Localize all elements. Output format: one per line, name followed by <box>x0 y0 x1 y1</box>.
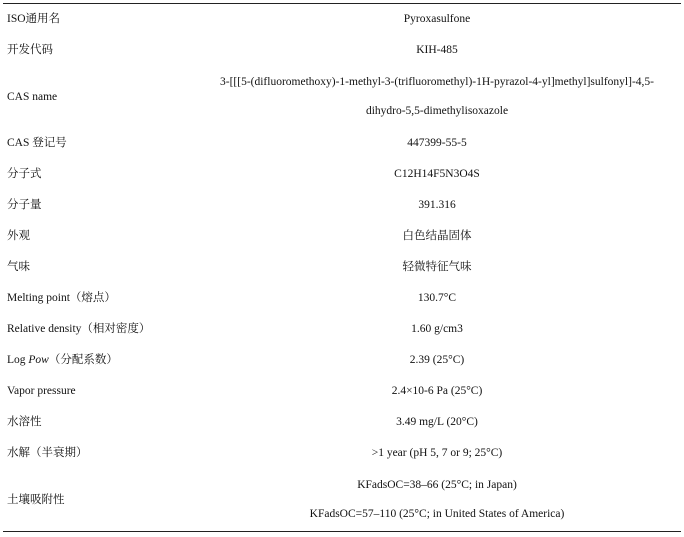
row-label: Melting point（熔点） <box>7 292 116 304</box>
row-value: 1.60 g/cm3 <box>411 323 463 335</box>
table-row-density <box>3 314 681 345</box>
row-label: Vapor pressure <box>7 385 76 397</box>
row-value: 447399-55-5 <box>407 137 467 149</box>
row-value: C12H14F5N3O4S <box>394 168 480 180</box>
row-value: KIH-485 <box>416 44 458 56</box>
table-row-molecular-weight <box>3 190 681 221</box>
row-label: 分子量 <box>7 199 42 211</box>
label-suffix: （分配系数） <box>48 354 118 366</box>
table-row-vapor-pressure <box>3 376 681 407</box>
row-label: 水解（半衰期） <box>7 447 88 459</box>
properties-table <box>3 3 681 532</box>
label-italic: Pow <box>28 354 49 366</box>
table-row-water-solubility <box>3 407 681 438</box>
row-label: 外观 <box>7 230 30 242</box>
value-line: 3-[[[5-(difluoromethoxy)-1-methyl-3-(trifluoromethyl)-1H-pyrazol-4-yl]methyl]sulfonyl]-4,5- <box>220 76 654 88</box>
row-label: 分子式 <box>7 168 42 180</box>
row-label: 水溶性 <box>7 416 42 428</box>
row-label: CAS 登记号 <box>7 137 67 149</box>
row-value: 2.39 (25°C) <box>409 354 465 366</box>
value-line: KFadsOC=38–66 (25°C; in Japan) <box>357 479 517 491</box>
table-row-cas-number <box>3 128 681 159</box>
table-row-iso-name <box>3 4 681 36</box>
row-label <box>3 345 193 376</box>
row-value: 3.49 mg/L (20°C) <box>396 416 478 428</box>
row-value: 白色结晶固体 <box>402 230 472 242</box>
table-row-formula <box>3 159 681 190</box>
row-value: 2.4×10-6 Pa (25°C) <box>391 385 483 397</box>
row-value: >1 year (pH 5, 7 or 9; 25°C) <box>371 447 503 459</box>
table-row-melting-point <box>3 283 681 314</box>
row-label: 气味 <box>7 261 30 273</box>
row-value <box>193 469 681 532</box>
row-label: 开发代码 <box>7 44 53 56</box>
table-row-log-pow <box>3 345 681 376</box>
table-row-odor <box>3 252 681 283</box>
row-value: 轻微特征气味 <box>402 261 472 273</box>
row-label: ISO通用名 <box>7 13 61 25</box>
table-row-dev-code <box>3 35 681 66</box>
row-label: CAS name <box>7 90 58 103</box>
row-label: Relative density（相对密度） <box>7 323 151 335</box>
value-line: dihydro-5,5-dimethylisoxazole <box>365 105 509 117</box>
table-row-hydrolysis <box>3 438 681 469</box>
label-prefix: Log <box>7 354 29 366</box>
row-value <box>193 66 681 128</box>
value-line: KFadsOC=57–110 (25°C; in United States of America) <box>309 508 565 520</box>
row-label: 土壤吸附性 <box>7 493 65 506</box>
table-row-appearance <box>3 221 681 252</box>
table-row-soil-adsorption <box>3 469 681 532</box>
row-value: Pyroxasulfone <box>403 13 471 25</box>
row-value: 130.7°C <box>417 292 457 304</box>
row-value: 391.316 <box>418 199 456 211</box>
table-row-cas-name <box>3 66 681 128</box>
